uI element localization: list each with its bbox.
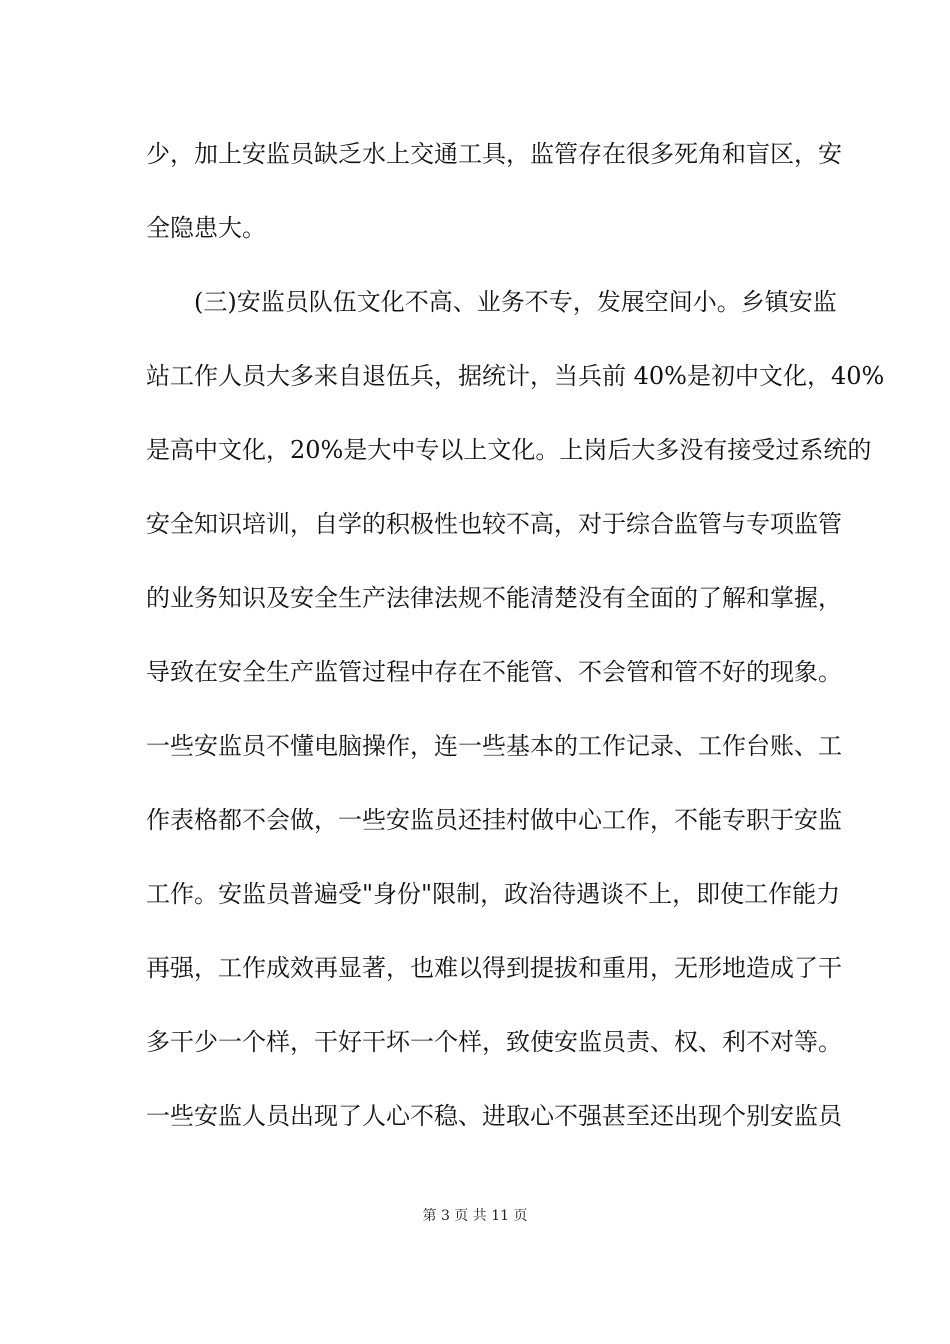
body-line-10: 作表格都不会做，一些安监员还挂村做中心工作，不能专职于安监 xyxy=(146,806,842,834)
body-line-13: 多干少一个样，干好干坏一个样，致使安监员责、权、利不对等。 xyxy=(146,1028,842,1056)
body-line-5: 是高中文化，20%是大中专以上文化。上岗后大多没有接受过系统的 xyxy=(146,436,872,464)
body-line-9: 一些安监员不懂电脑操作，连一些基本的工作记录、工作台账、工 xyxy=(146,732,842,760)
body-line-6: 安全知识培训，自学的积极性也较不高，对于综合监管与专项监管 xyxy=(146,510,842,538)
body-line-11: 工作。安监员普遍受"身份"限制，政治待遇谈不上，即使工作能力 xyxy=(146,880,841,908)
body-line-12: 再强，工作成效再显著，也难以得到提拔和重用，无形地造成了干 xyxy=(146,954,842,982)
body-line-8: 导致在安全生产监管过程中存在不能管、不会管和管不好的现象。 xyxy=(146,658,842,686)
body-line-7: 的业务知识及安全生产法律法规不能清楚没有全面的了解和掌握， xyxy=(146,584,842,612)
body-line-14: 一些安监人员出现了人心不稳、进取心不强甚至还出现个别安监员 xyxy=(146,1102,842,1130)
page-number-footer: 第 3 页 共 11 页 xyxy=(422,1208,528,1224)
body-line-4: 站工作人员大多来自退伍兵，据统计，当兵前 40%是初中文化，40% xyxy=(146,362,885,390)
body-line-1: 少，加上安监员缺乏水上交通工具，监管存在很多死角和盲区，安 xyxy=(146,140,842,168)
body-line-3: (三)安监员队伍文化不高、业务不专，发展空间小。乡镇安监 xyxy=(194,288,837,316)
body-line-2: 全隐患大。 xyxy=(146,214,266,242)
